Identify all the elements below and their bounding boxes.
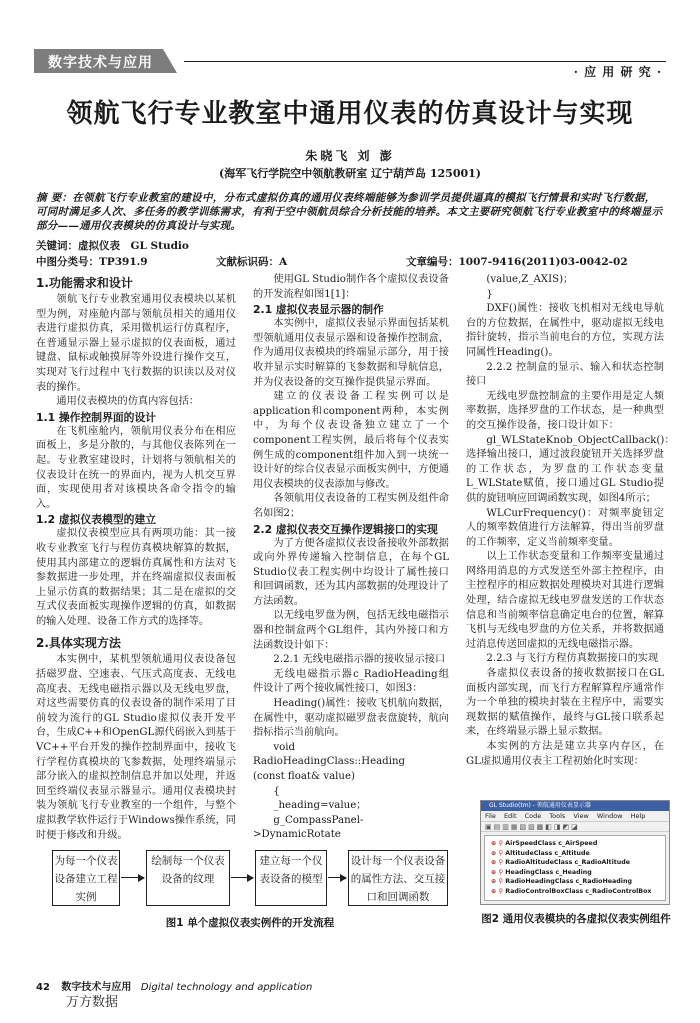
code-line: _heading=value； (273, 800, 367, 812)
column-2 (253, 273, 449, 843)
abstract: 摘 要：在领航飞行专业教室的建设中，分布式虚拟仿真的通用仪表终端能够为参训学员提供逼真的模拟飞行情景和实时飞行数据，可同时满足多人次、多任务的教学训练需求，有利于空中领航员综合分析技能的培养。本文主要研究领航飞行专业教室中的终端显示部分——通用仪表模块的仿真设计与实现。 (36, 192, 663, 232)
tree-item: ⊕ ⚲ RadioHeadingClass c_RadioHeading (491, 878, 632, 885)
journal-name-english: Digital technology and application (140, 982, 313, 993)
paragraph: 本实例中，某机型领航通用仪表设备包括磁罗盘、空速表、气压式高度表、无线电高度表、无线电磁指示器以及无线电罗盘，对这些需要仿真的仪表设备的制作采用了目前较为流行的GL Studio虚拟仪表开发平台，生成C++和OpenGL源代码嵌入到基于VC++平台开发的操作控制界面中，接收飞行学程仿真模块的飞参数据，处理终端显示部分嵌入的虚拟控制信息并加以处理，并返回至终端仪表显示器显示。通用仪表模块封装为领航飞行专业教室的一个组件，与整个虚拟教学软件运行于Windows操作系统，同时便于修改和升级。 (36, 654, 236, 841)
paragraph: 本实例的方法是建立共享内存区，在GL虚拟通用仪表主工程初始化时实现： (466, 741, 664, 767)
flow-box: 建立每一个仪表设备的模型 (255, 850, 327, 906)
subsubsection-heading: 2.2.3 与飞行方程仿真数据接口的实现 (486, 653, 659, 665)
paragraph: 各领航用仪表设备的工程实例及组件命名如图2； (253, 493, 449, 519)
code-line: (value,Z_AXIS)； (486, 274, 574, 285)
flow-arrow (121, 877, 144, 878)
paragraph: WLCurFrequency()：对频率旋钮定人的频率数值进行方法解算，得出当前罗盘的工作频率，定义当前频率变量。 (466, 507, 664, 548)
code-line: } (486, 288, 493, 300)
tree-item: ⊕ ⚲ AltitudeClass c_Altitude (491, 849, 590, 857)
column-label: · 应 用 研 究 · (566, 63, 662, 80)
journal-name: 数字技术与应用 (61, 982, 132, 993)
flow-arrow (328, 877, 346, 878)
paragraph: 建立的仪表设备工程实例可以是application和component两种，本实例中，为每个仪表设备独立建立了一个component工程实例，最后将每个仪表实例生成的component组件加入到一块统一设计好的综合仪表显示面板实例中，方便通用仪表模块的仪表添加与修改。 (253, 391, 449, 490)
figure-1-flowchart (52, 848, 448, 908)
toolbar-icons: ▣▤▥▦▧▨▩◧◨◩◪ (481, 821, 669, 832)
tree-item: ⊕ ⚲ RadioAltitudeClass c_RadioAltitude (491, 859, 631, 866)
section-banner (34, 49, 666, 77)
subsection-heading: 1.1 操作控制界面的设计 (36, 410, 157, 424)
paragraph: 以无线电罗盘为例，包括无线电磁指示器和控制盒两个GL组件，其内外接口和方法函数设计如下： (253, 610, 449, 651)
paragraph: 虚拟仪表模型应具有两项功能：其一接收专业教室飞行与程仿真模块解算的数据，使用其内部建立的逻辑仿真属性和方法对飞参数据进一步处理，并在终端虚拟仪表面板上显示仿真的数据结果；其二是在虚拟的交互式仪表面板实现操作逻辑的仿真，如数据的输入处理、设备工作方式的选择等。 (36, 528, 236, 627)
paragraph: gl_WLStateKnob_ObjectCallback()：选择输出接口，通过波段旋钮开关选择罗盘的工作状态，为罗盘的工作状态变量L_WLState赋值，接口通过GL Studio提供的旋钮响应回调函数实现，如图4所示； (466, 434, 675, 504)
figure-2-caption: 图2 通用仪表模块的各虚拟仪表实例组件 (481, 913, 671, 925)
paragraph: 为了方便各虚拟仪表设备接收外部数据或向外界传递输入控制信息，在每个GL Studio仪表工程实例中均设计了属性接口和回调函数，还为其内部数据的处理设计了方法函数。 (253, 537, 449, 607)
paragraph: DXF()属性：接收飞机相对无线电导航台的方位数据，在属性中，驱动虚拟无线电指针旋转，指示当前电台的方位，实现方法同属性Heading()。 (466, 303, 664, 358)
subsubsection-heading: 2.2.1 无线电磁指示器的接收显示接口 (273, 654, 446, 666)
affiliation: (海军飞行学院空中领航教研室 辽宁葫芦岛 125001) (219, 167, 481, 180)
window-title: GL Studio(tm) - 领航通用仪表显示器 (481, 801, 669, 811)
tree-item: ⊕ ⚲ AirSpeedClass c_AirSpeed (491, 840, 598, 847)
paragraph: 各虚拟仪表设备的接收数据接口在GL面板内部实现，而飞行方程解算程序通常作为一个单独的模块封装在主程序中，需要实现数据的赋值操作，最终与GL接口联系起来，在终端显示器上显示数据。 (466, 668, 664, 738)
code-line: (const float& value) (253, 771, 355, 782)
tree-item: ⊕ ⚲ HeadingClass c_Heading (491, 868, 592, 876)
code-line: g_CompassPanel->DynamicRotate (253, 814, 364, 841)
article-number: 文章编号：1007-9416(2011)03-0042-02 (406, 256, 628, 268)
section-heading: 1.功能需求和设计 (36, 276, 133, 290)
tree-item: ⊕ ⚲ RadioControlBoxClass c_RadioControlBox (491, 887, 652, 895)
document-code: 文献标识码：A (216, 256, 288, 268)
component-icon: ⊕ ⚲ (491, 887, 506, 895)
figure-1-caption: 图1 单个虚拟仪表实例件的开发流程 (165, 917, 335, 929)
component-icon: ⊕ ⚲ (491, 849, 506, 857)
menu-bar: File Edit Code Tools View Window Help (485, 812, 646, 820)
component-icon: ⊕ ⚲ (491, 840, 506, 847)
paragraph: 在飞机座舱内，领航用仪表分布在相应面板上，多是分散的，与其他仪表陈列在一起。专业教室建设时，计划将与领航相关的仪表设计在统一的界面内，视为人机交互界面，实现使用者对该模块各命令指令的输入。 (36, 425, 236, 510)
section-heading: 2.具体实现方法 (36, 636, 121, 651)
section-tag: 数字技术与应用 (34, 49, 163, 73)
component-icon: ⊕ ⚲ (491, 868, 506, 876)
paragraph: 以上工作状态变量和工作频率变量通过网络用消息的方式发送至外部主控程序，由主控程序的相应数据处理模块对其进行逻辑处理，结合虚拟无线电罗盘发送的工作状态信息和当前频率信息确定电台的位置，解算飞机与无线电罗盘的方位关系，并将数据通过消息传送回虚拟的无线电磁指示器。 (466, 551, 664, 650)
subsection-heading: 1.2 虚拟仪表模型的建立 (36, 513, 157, 527)
paragraph: 领航飞行专业教室通用仪表模块以某机型为例，对座舱内部与领航员相关的通用仪表进行虚拟仿真，采用微机运行仿真程序，在普通显示器上显示虚拟的仪表面板，通过键盘、鼠标或触摸屏等外设进行操作交互，实现对飞行过程中飞行数据的识读以及对仪表的操作。 (36, 294, 236, 393)
paragraph: 通用仪表模块的仿真内容包括： (56, 396, 200, 408)
code-line: { (273, 785, 280, 797)
paragraph: 无线电罗盘控制盒的主要作用是定人频率数据，选择罗盘的工作状态，是一种典型的交互操作设备，接口设计如下： (466, 390, 664, 431)
subsection-heading: 2.2 虚拟仪表交互操作逻辑接口的实现 (253, 522, 438, 536)
component-icon: ⊕ ⚲ (491, 859, 506, 866)
paragraph: 无线电磁指示器c_RadioHeading组件设计了两个接收属性接口，如图3： (253, 668, 449, 695)
subsubsection-heading: 2.2.2 控制盒的显示、输入和状态控制接口 (466, 361, 664, 388)
flow-box: 绘制每一个仪表设备的纹理 (146, 850, 230, 906)
keywords: 关键词：虚拟仪表 GL Studio (36, 240, 189, 252)
paragraph: Heading()属性：接收飞机航向数据，在属性中，驱动虚拟磁罗盘表盘旋转，航向指标指示当前航向。 (253, 698, 449, 739)
code-line: void RadioHeadingClass::Heading (253, 741, 406, 768)
flow-box: 设计每一个仪表设备的属性方法、交互接口和回调函数 (348, 850, 448, 906)
column-3 (466, 273, 675, 769)
component-tree (484, 835, 666, 901)
banner-rule (184, 61, 666, 62)
figure-2-screenshot (480, 800, 670, 905)
component-icon: ⊕ ⚲ (491, 878, 506, 885)
paragraph: 使用GL Studio制作各个虚拟仪表设备的开发流程如图1[1]： (253, 274, 449, 300)
paragraph: 本实例中，虚拟仪表显示界面包括某机型领航通用仪表显示器和设备操作控制盒，作为通用仪表模块的终端显示部分，用于接收并显示实时解算的飞参数据和导航信息，并为仪表设备的交互操作提供显示界面。 (253, 318, 449, 388)
clc-number: 中图分类号：TP391.9 (36, 256, 148, 268)
page-number: 42 (36, 982, 50, 993)
authors: 朱晓飞 刘 澎 (305, 149, 395, 163)
flow-arrow (231, 877, 253, 878)
column-1 (36, 273, 236, 843)
watermark: 万方数据 (66, 995, 119, 1010)
subsection-heading: 2.1 虚拟仪表显示器的制作 (253, 303, 384, 317)
article-title: 领航飞行专业教室中通用仪表的仿真设计与实现 (66, 99, 634, 129)
flow-box: 为每一个仪表设备建立工程实例 (52, 850, 120, 906)
